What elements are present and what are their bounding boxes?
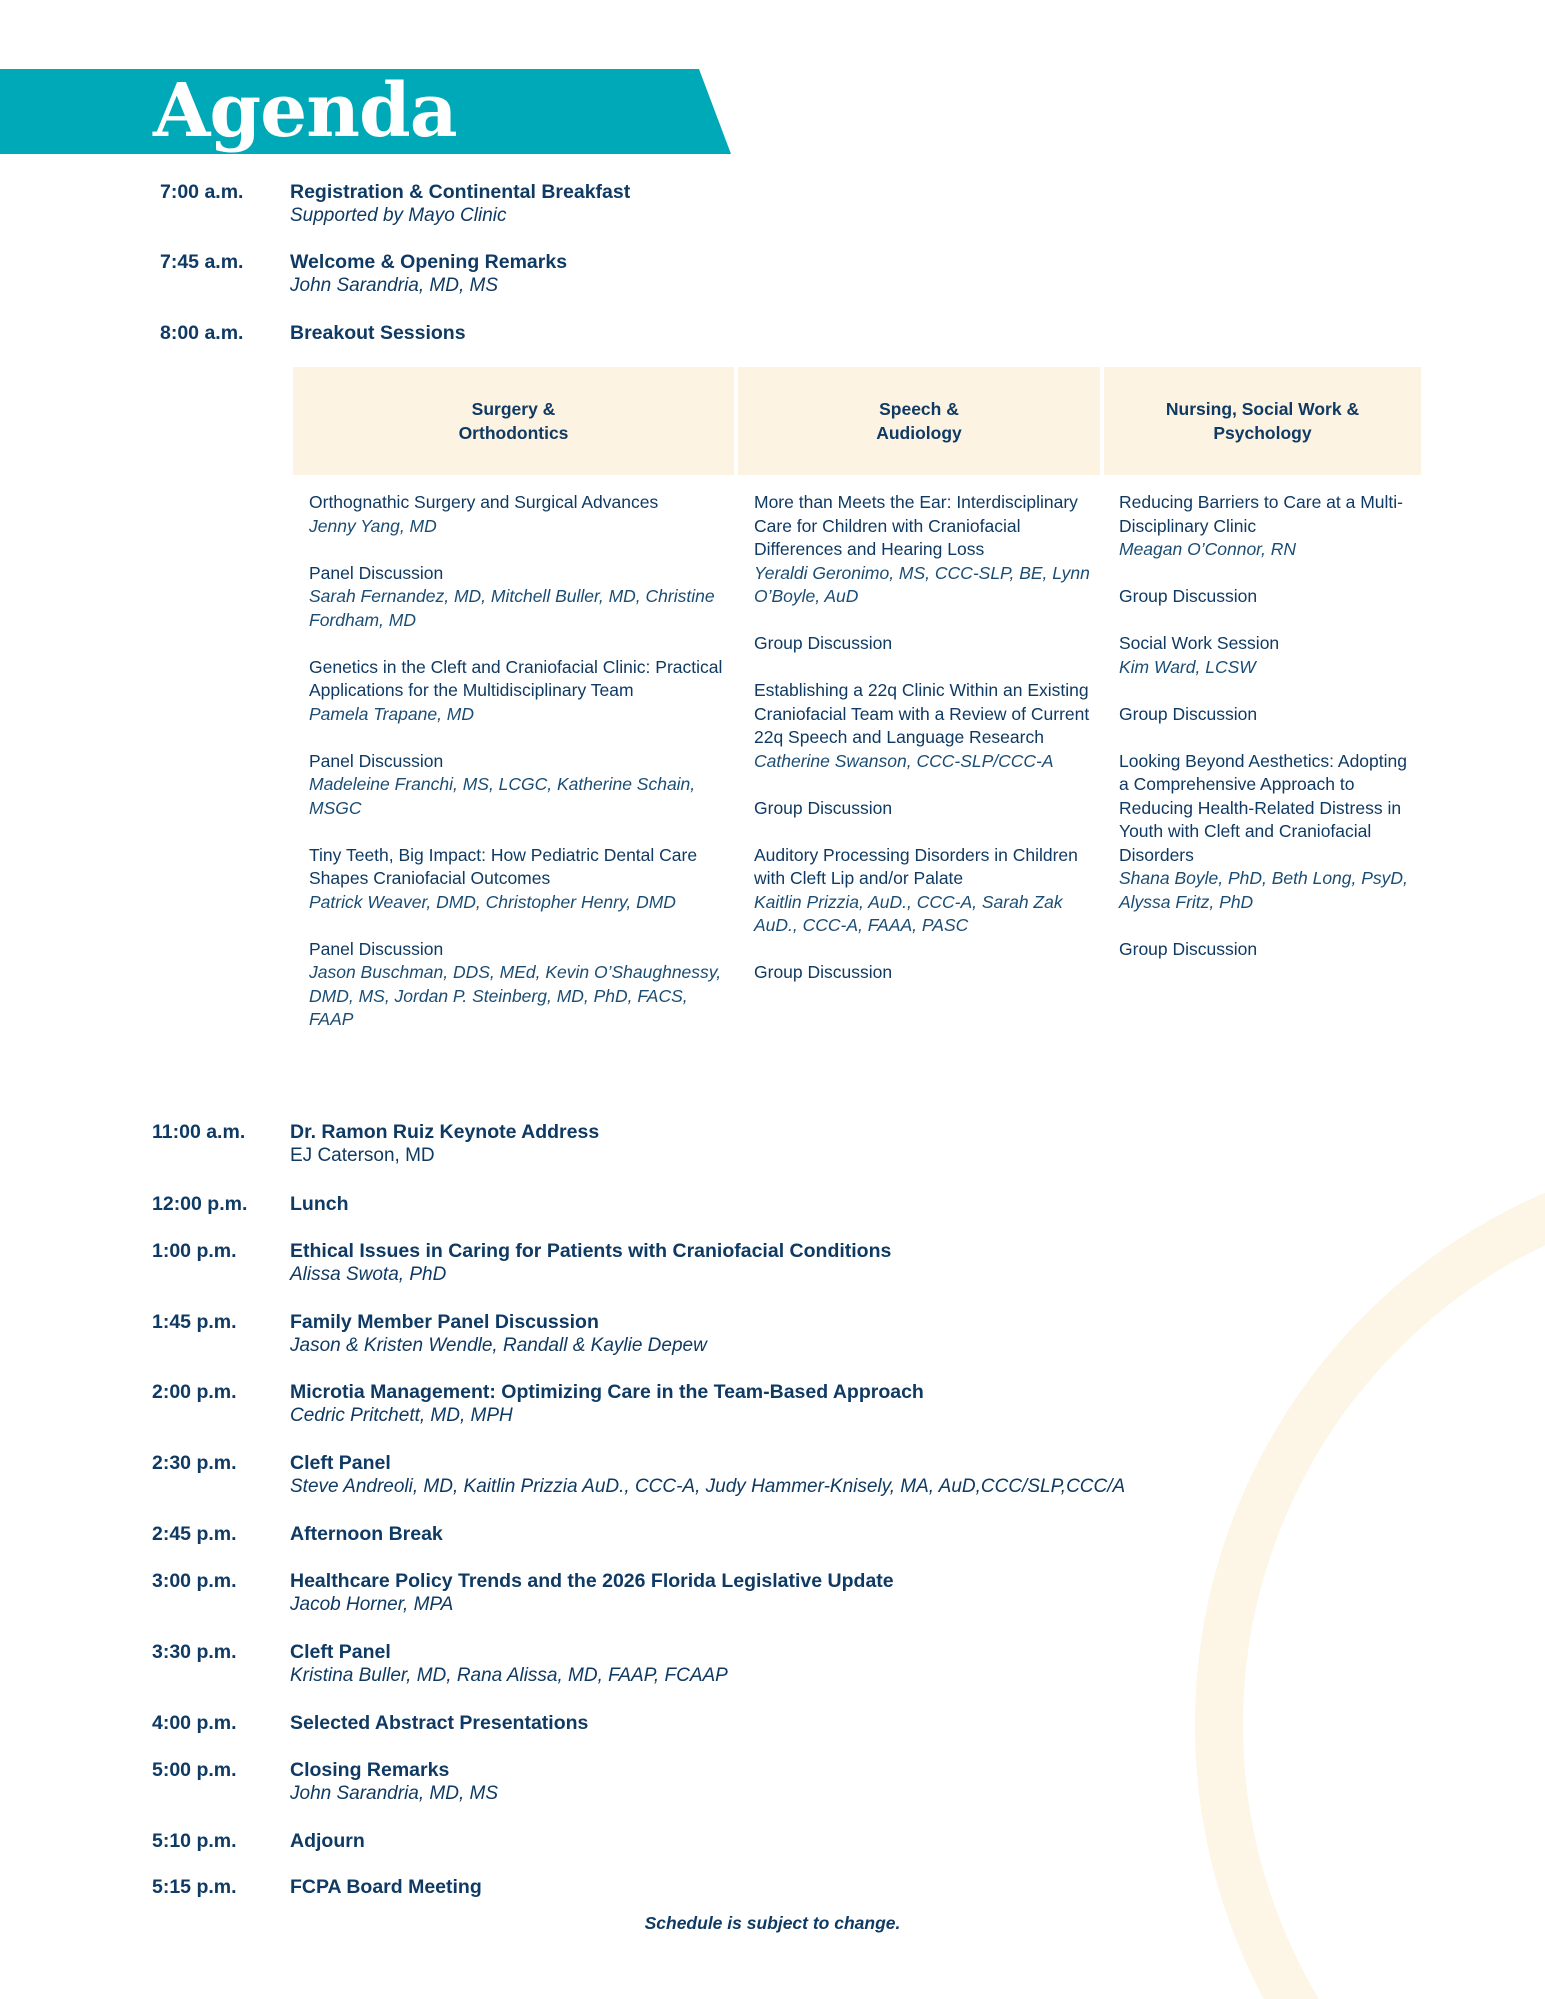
breakout-session: [309, 750, 734, 821]
breakout-session-title: More than Meets the Ear: Interdisciplinary Care for Children with Craniofacial Differences and Hearing Loss: [754, 492, 1078, 559]
agenda-speaker: Alissa Swota, PhD: [290, 1264, 447, 1285]
agenda-speaker: Cedric Pritchett, MD, MPH: [290, 1405, 513, 1426]
agenda-speaker: John Sarandria, MD, MS: [290, 1783, 499, 1804]
agenda-speaker: Jacob Horner, MPA: [290, 1594, 454, 1615]
breakout-session-speaker: Meagan O’Connor, RN: [1119, 539, 1297, 559]
agenda-time: 1:00 p.m.: [152, 1240, 237, 1262]
breakout-session: [309, 844, 734, 915]
agenda-session-title: Family Member Panel Discussion: [290, 1311, 599, 1333]
agenda-session-title: Cleft Panel: [290, 1641, 391, 1663]
breakout-session-speaker: Yeraldi Geronimo, MS, CCC-SLP, BE, Lynn O’Boyle, AuD: [754, 562, 1090, 606]
breakout-session-title: Orthognathic Surgery and Surgical Advances: [309, 492, 659, 512]
agenda-time: 1:45 p.m.: [152, 1311, 237, 1333]
agenda-session-title: Breakout Sessions: [290, 322, 466, 344]
agenda-time: 5:00 p.m.: [152, 1759, 237, 1781]
breakout-session: [754, 679, 1094, 773]
breakout-session-speaker: Jason Buschman, DDS, MEd, Kevin O’Shaughnessy, DMD, MS, Jordan P. Steinberg, MD, PhD, FACS, FAAP: [309, 962, 722, 1029]
agenda-speaker: EJ Caterson, MD: [290, 1145, 435, 1166]
breakout-session-title: Reducing Barriers to Care at a Multi-Disciplinary Clinic: [1119, 492, 1403, 536]
agenda-time: 7:45 a.m.: [160, 251, 244, 273]
agenda-time: 5:15 p.m.: [152, 1876, 237, 1898]
breakout-session-title: Group Discussion: [1119, 586, 1258, 606]
breakout-session-speaker: Shana Boyle, PhD, Beth Long, PsyD, Alyssa Fritz, PhD: [1119, 868, 1408, 912]
agenda-session-title: Lunch: [290, 1193, 349, 1215]
breakout-heading-nursing: Nursing, Social Work & Psychology: [1104, 367, 1421, 475]
page-title: Agenda: [153, 68, 457, 154]
breakout-session-speaker: Jenny Yang, MD: [309, 515, 437, 536]
breakout-heading-surgery: Surgery & Orthodontics: [293, 367, 734, 475]
breakout-session: [754, 797, 1094, 821]
breakout-session-title: Group Discussion: [754, 633, 893, 653]
breakout-session: [309, 491, 734, 538]
breakout-session-title: Panel Discussion: [309, 562, 444, 583]
agenda-speaker: Supported by Mayo Clinic: [290, 205, 507, 226]
breakout-session: [1119, 703, 1419, 727]
agenda-speaker: John Sarandria, MD, MS: [290, 275, 499, 296]
breakout-column-nursing: [1119, 491, 1419, 985]
breakout-session-title: Tiny Teeth, Big Impact: How Pediatric Dental Care Shapes Craniofacial Outcomes: [309, 844, 698, 888]
breakout-column-surgery: [309, 491, 734, 1055]
agenda-time: 3:00 p.m.: [152, 1570, 237, 1592]
breakout-column-speech: [754, 491, 1094, 1008]
breakout-session: [754, 844, 1094, 938]
breakout-session-title: Group Discussion: [1119, 703, 1258, 724]
decorative-arc: [1195, 1145, 1545, 1999]
breakout-session-speaker: Catherine Swanson, CCC-SLP/CCC-A: [754, 750, 1054, 771]
breakout-session-speaker: Kim Ward, LCSW: [1119, 656, 1256, 677]
breakout-session-title: Looking Beyond Aesthetics: Adopting a Comprehensive Approach to Reducing Health-Related Distress in Youth with Cleft and Craniofacial Disorders: [1119, 750, 1407, 865]
breakout-session: [1119, 632, 1419, 679]
breakout-session-title: Social Work Session: [1119, 633, 1280, 653]
breakout-session: [754, 491, 1094, 609]
agenda-time: 12:00 p.m.: [152, 1193, 248, 1215]
agenda-session-title: Adjourn: [290, 1830, 365, 1852]
agenda-time: 7:00 a.m.: [160, 181, 244, 203]
agenda-session-title: Dr. Ramon Ruiz Keynote Address: [290, 1121, 600, 1143]
breakout-session: [1119, 491, 1419, 562]
breakout-session-title: Panel Discussion: [309, 938, 444, 959]
breakout-session-speaker: Pamela Trapane, MD: [309, 703, 475, 724]
agenda-session-title: Healthcare Policy Trends and the 2026 Florida Legislative Update: [290, 1570, 894, 1592]
breakout-session-title: Group Discussion: [1119, 938, 1258, 959]
breakout-session: [754, 961, 1094, 985]
agenda-session-title: Welcome & Opening Remarks: [290, 251, 568, 273]
agenda-time: 2:30 p.m.: [152, 1452, 237, 1474]
agenda-speaker: Kristina Buller, MD, Rana Alissa, MD, FAAP, FCAAP: [290, 1665, 728, 1686]
agenda-session-title: Afternoon Break: [290, 1523, 443, 1545]
breakout-session-title: Panel Discussion: [309, 750, 444, 771]
breakout-session: [309, 562, 734, 633]
agenda-speaker: Steve Andreoli, MD, Kaitlin Prizzia AuD., CCC-A, Judy Hammer-Knisely, MA, AuD,CCC/SLP,CCC/A: [290, 1476, 1126, 1497]
agenda-speaker: Jason & Kristen Wendle, Randall & Kaylie Depew: [290, 1335, 707, 1356]
agenda-session-title: Closing Remarks: [290, 1759, 450, 1781]
breakout-session-title: Genetics in the Cleft and Craniofacial Clinic: Practical Applications for the Multidisciplinary Team: [309, 656, 723, 700]
breakout-session-title: Group Discussion: [754, 797, 893, 818]
agenda-time: 3:30 p.m.: [152, 1641, 237, 1663]
breakout-session-title: Establishing a 22q Clinic Within an Existing Craniofacial Team with a Review of Current 22q Speech and Language Research: [754, 680, 1090, 747]
agenda-time: 11:00 a.m.: [152, 1121, 246, 1143]
breakout-heading-speech: Speech & Audiology: [738, 367, 1100, 475]
agenda-session-title: Cleft Panel: [290, 1452, 391, 1474]
agenda-time: 4:00 p.m.: [152, 1712, 237, 1734]
breakout-session: [1119, 585, 1419, 609]
agenda-session-title: Registration & Continental Breakfast: [290, 181, 631, 203]
agenda-time: 8:00 a.m.: [160, 322, 244, 344]
breakout-session-title: Auditory Processing Disorders in Children with Cleft Lip and/or Palate: [754, 844, 1078, 888]
agenda-time: 2:45 p.m.: [152, 1523, 237, 1545]
breakout-session-speaker: Kaitlin Prizzia, AuD., CCC-A, Sarah Zak AuD., CCC-A, FAAA, PASC: [754, 891, 1063, 935]
breakout-session-speaker: Sarah Fernandez, MD, Mitchell Buller, MD, Christine Fordham, MD: [309, 586, 715, 630]
breakout-session: [1119, 750, 1419, 915]
schedule-disclaimer: Schedule is subject to change.: [644, 1913, 901, 1933]
breakout-session: [309, 938, 734, 1032]
agenda-session-title: FCPA Board Meeting: [290, 1876, 482, 1898]
breakout-session-title: Group Discussion: [754, 962, 893, 982]
breakout-session: [1119, 938, 1419, 962]
agenda-time: 5:10 p.m.: [152, 1830, 237, 1852]
breakout-session: [754, 632, 1094, 656]
agenda-session-title: Ethical Issues in Caring for Patients with Craniofacial Conditions: [290, 1240, 892, 1262]
breakout-session: [309, 656, 734, 727]
agenda-session-title: Selected Abstract Presentations: [290, 1712, 589, 1734]
agenda-session-title: Microtia Management: Optimizing Care in the Team-Based Approach: [290, 1381, 924, 1403]
breakout-session-speaker: Patrick Weaver, DMD, Christopher Henry, DMD: [309, 891, 676, 912]
breakout-session-speaker: Madeleine Franchi, MS, LCGC, Katherine Schain, MSGC: [309, 774, 696, 818]
agenda-time: 2:00 p.m.: [152, 1381, 237, 1403]
